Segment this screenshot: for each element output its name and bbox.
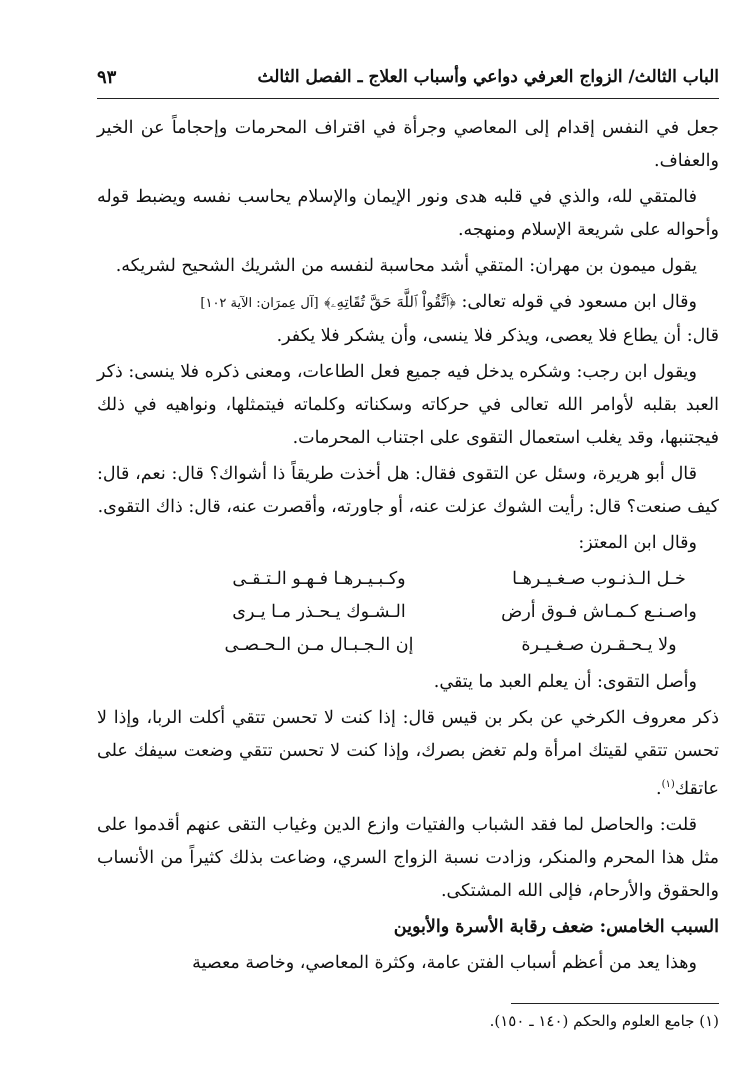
paragraph-with-footnote: ذكر معروف الكرخي عن بكر بن قيس قال: إذا كنت لا تحسن تتقي أكلت الربا، وإذا لا تحسن تتقي لقيتك امرأة ولم تغض بصرك، وإذا كنت لا تحسن تتقي وضعت سيفك على عاتقك$^{(١)}$. xyxy=(97,708,719,799)
poem-hemistich: إن الـجـبـال مـن الـحـصـى xyxy=(224,635,414,655)
chapter-title: الباب الثالث/ الزواج العرفي دواعي وأسباب العلاج ـ الفصل الثالث xyxy=(257,67,719,87)
poem-verse xyxy=(97,629,719,662)
header-rule xyxy=(97,98,719,99)
poem-hemistich: الـشـوك يـحـذر مـا يـرى xyxy=(232,602,406,622)
poem-hemistich: وكـبـيـرهـا فـهـو الـتـقـى xyxy=(232,569,406,589)
poem-hemistich: خـل الـذنـوب صـغـيـرهـا xyxy=(512,569,686,589)
paragraph: قلت: والحاصل لما فقد الشباب والفتيات وازع الدين وغياب التقى عنهم أقدموا على مثل هذا المحرم والمنكر، وزادت نسبة الزواج السري، وضاعت بذلك كثيراً من الأنساب والحقوق والأرحام، فإلى الله المشتكى. xyxy=(97,814,719,901)
running-header xyxy=(97,60,719,94)
main-text xyxy=(97,112,719,983)
paragraph: وهذا يعد من أعظم أسباب الفتن عامة، وكثرة المعاصي، وخاصة معصية xyxy=(192,952,697,973)
paragraph-intro: وقال ابن مسعود في قوله تعالى: xyxy=(461,292,697,312)
poem xyxy=(97,563,719,662)
paragraph: ويقول ابن رجب: وشكره يدخل فيه جميع فعل الطاعات، ومعنى ذكره فلا ينسى: ذكر العبد بقلبه لأوامر الله تعالى في حركاته وسكناته وكلماته فيتمثلها، ونواهيه في ذلك فيجتنبها، وقد يغلب استعمال التقوى على اجتناب المحرمات. xyxy=(97,362,719,448)
paragraph-quran xyxy=(97,286,719,353)
paragraph-rest: قال: أن يطاع فلا يعصى، ويذكر فلا ينسى، وأن يشكر فلا يكفر. xyxy=(276,326,719,346)
poem-intro: وقال ابن المعتز: xyxy=(578,533,697,553)
paragraph: جعل في النفس إقدام إلى المعاصي وجرأة في اقتراف المحرمات وإحجاماً عن الخير والعفاف. xyxy=(97,118,719,171)
paragraph: وأصل التقوى: أن يعلم العبد ما يتقي. xyxy=(433,672,697,692)
footnote-rule xyxy=(511,1003,719,1004)
section-heading: السبب الخامس: ضعف رقابة الأسرة والأبوين xyxy=(393,916,719,937)
paragraph: يقول ميمون بن مهران: المتقي أشد محاسبة لنفسه من الشريك الشحيح لشريكه. xyxy=(115,256,697,276)
poem-verse xyxy=(97,596,719,629)
paragraph: فالمتقي لله، والذي في قلبه هدى ونور الإيمان والإسلام يحاسب نفسه ويضبط قوله وأحواله على شريعة الإسلام ومنهجه. xyxy=(97,187,719,240)
footnote: (١) جامع العلوم والحكم (١٤٠ ـ ١٥٠). xyxy=(489,1012,719,1030)
paragraph-text: ذكر معروف الكرخي عن بكر بن قيس قال: إذا كنت لا تحسن تتقي أكلت الربا، وإذا لا تحسن تتقي لقيتك امرأة ولم تغض بصرك، وإذا كنت لا تحسن تتقي وضعت سيفك على عاتقك xyxy=(97,708,719,799)
quran-verse: ﴿ٱتَّقُواْ ٱللَّهَ حَقَّ تُقَاتِهِۦ﴾ xyxy=(324,293,456,311)
page-number: ٩٣ xyxy=(97,66,117,88)
verse-reference: [آل عِمرَان: الآية ١٠٢] xyxy=(200,296,319,311)
footnote-marker[interactable]: (١) xyxy=(661,779,675,790)
paragraph: قال أبو هريرة، وسئل عن التقوى فقال: هل أخذت طريقاً ذا أشواك؟ قال: نعم، قال: كيف صنعت؟ قال: رأيت الشوك عزلت عنه، أو جاورته، وأقصرت عنه، قال: ذاك التقوى. xyxy=(97,464,719,517)
poem-verse xyxy=(97,563,719,596)
poem-hemistich: ولا يـحـقـرن صـغـيـرة xyxy=(521,635,677,655)
poem-hemistich: واصـنـع كـمـاش فـوق أرض xyxy=(501,602,697,622)
